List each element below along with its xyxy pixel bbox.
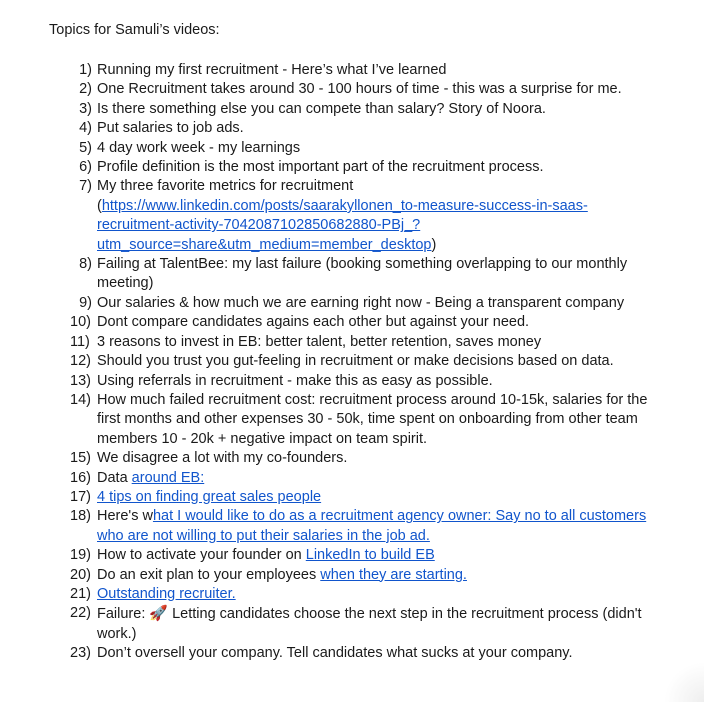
list-item	[0, 80, 704, 99]
text-segment: One Recruitment takes around 30 - 100 hours of time - this was a surprise for me.	[97, 81, 622, 98]
list-item-number: 11)	[70, 333, 90, 350]
list-item-number: 16)	[70, 469, 91, 486]
list-item-text	[97, 469, 664, 488]
hyperlink[interactable]: hat I would like to do as a recruitment agency owner: Say no to all customers who are not willing to put their salaries in the job ad.	[97, 508, 647, 544]
text-segment: Here's w	[97, 508, 153, 525]
list-item-number: 21)	[70, 585, 91, 602]
topics-list	[0, 61, 704, 664]
list-item-text	[97, 119, 664, 138]
list-item	[0, 177, 704, 255]
list-item	[0, 352, 704, 371]
list-item-text	[97, 255, 664, 294]
list-item-text	[97, 604, 664, 644]
list-item-number: 6)	[79, 159, 92, 176]
text-segment: Is there something else you can compete than salary? Story of Noora.	[97, 100, 546, 117]
text-segment: Running my first recruitment - Here’s what I’ve learned	[97, 62, 447, 78]
list-item-number: 5)	[79, 139, 92, 156]
text-segment: Put salaries to job ads.	[97, 120, 244, 137]
list-item-text	[97, 546, 664, 565]
list-item-number: 1)	[79, 62, 92, 78]
list-item-number: 13)	[70, 372, 91, 389]
text-segment: Should you trust you gut-feeling in recruitment or make decisions based on data.	[97, 353, 614, 370]
list-item	[0, 119, 704, 138]
list-item-number: 20)	[70, 566, 91, 583]
list-item-number: 8)	[79, 256, 92, 273]
list-item-number: 9)	[79, 294, 92, 311]
list-item-text	[97, 372, 664, 391]
list-item	[0, 546, 704, 565]
list-item-number: 23)	[70, 645, 91, 662]
list-item-number: 3)	[79, 100, 92, 117]
text-segment: Data	[97, 469, 132, 486]
list-item-number: 4)	[79, 120, 92, 137]
hyperlink[interactable]: Outstanding recruiter.	[97, 585, 236, 602]
list-item	[0, 449, 704, 468]
list-item-text	[97, 313, 664, 332]
list-item-text	[97, 391, 664, 449]
list-item-number: 17)	[70, 488, 91, 505]
text-segment: Failing at TalentBee: my last failure (booking something overlapping to our monthly meeting)	[97, 256, 628, 292]
list-item	[0, 333, 704, 352]
text-segment: Failure:	[97, 606, 150, 623]
text-segment: Using referrals in recruitment - make this as easy as possible.	[97, 372, 493, 389]
list-item-number: 22)	[70, 605, 91, 622]
list-item-text	[97, 585, 664, 604]
list-item-number: 12)	[70, 353, 91, 370]
list-item-text	[97, 566, 664, 585]
hyperlink[interactable]: https://www.linkedin.com/posts/saarakyllonen_to-measure-success-in-saas-recruitment-activity-7042087102850682880-PBj_?utm_source=share&utm_medium=member_desktop	[97, 197, 588, 253]
list-item	[0, 255, 704, 294]
list-item-number: 2)	[79, 81, 92, 98]
list-item	[0, 313, 704, 332]
list-item	[0, 469, 704, 488]
list-item	[0, 585, 704, 604]
list-item-text	[97, 449, 664, 468]
text-segment: My three favorite metrics for recruitment (	[97, 178, 354, 214]
text-segment: We disagree a lot with my co-founders.	[97, 450, 348, 467]
list-item-text	[97, 100, 664, 119]
hyperlink[interactable]: around EB:	[131, 469, 205, 486]
list-item	[0, 391, 704, 449]
list-item-text	[97, 139, 664, 158]
list-item-text	[97, 294, 664, 313]
text-segment: Our salaries & how much we are earning right now - Being a transparent company	[97, 294, 625, 311]
hyperlink[interactable]: 4 tips on finding great sales people	[97, 488, 322, 505]
list-item	[0, 604, 704, 644]
list-item	[0, 61, 704, 80]
list-item	[0, 644, 704, 663]
text-segment: How much failed recruitment cost: recruitment process around 10-15k, salaries for the first months and other expenses 30 - 50k, time spent on onboarding from other team members 10 - 20k + negative impact on team spirit.	[97, 391, 648, 447]
list-item-text	[97, 333, 664, 352]
list-item-text	[97, 61, 664, 80]
list-item-number: 7)	[79, 178, 92, 195]
rocket-icon: 🚀	[149, 605, 169, 623]
text-segment: 4 day work week - my learnings	[97, 139, 301, 156]
text-segment: Do an exit plan to your employees	[97, 566, 321, 583]
list-item-text	[97, 80, 664, 99]
text-segment: Dont compare candidates agains each other but against your need.	[97, 314, 530, 331]
list-item-text	[97, 644, 664, 663]
list-item-text	[97, 352, 664, 371]
list-item-number: 10)	[70, 314, 91, 331]
list-item-text	[97, 158, 664, 177]
list-item	[0, 488, 704, 507]
text-segment: How to activate your founder on	[97, 547, 306, 564]
text-segment: Don’t oversell your company. Tell candidates what sucks at your company.	[97, 645, 573, 662]
text-segment: 3 reasons to invest in EB: better talent, better retention, saves money	[97, 333, 542, 350]
list-item-text	[97, 507, 664, 546]
list-item	[0, 139, 704, 158]
list-item-number: 14)	[70, 391, 91, 408]
hyperlink[interactable]: when they are starting.	[320, 566, 467, 583]
text-segment: )	[431, 236, 437, 253]
list-item	[0, 372, 704, 391]
hyperlink[interactable]: LinkedIn to build EB	[305, 547, 435, 564]
list-item	[0, 100, 704, 119]
list-item-text	[97, 488, 664, 507]
list-item-number: 15)	[70, 450, 91, 467]
text-segment: Profile definition is the most important part of the recruitment process.	[97, 159, 544, 176]
list-item-text	[97, 177, 664, 255]
list-item	[0, 158, 704, 177]
list-item-number: 19)	[70, 547, 91, 564]
list-item	[0, 294, 704, 313]
list-item-number: 18)	[70, 508, 91, 525]
page-corner-shadow	[664, 662, 704, 702]
text-segment: Letting candidates choose the next step in the recruitment process (didn't work.)	[97, 606, 642, 642]
list-item	[0, 566, 704, 585]
list-item	[0, 507, 704, 546]
document-title: Topics for Samuli’s videos:	[49, 22, 220, 38]
